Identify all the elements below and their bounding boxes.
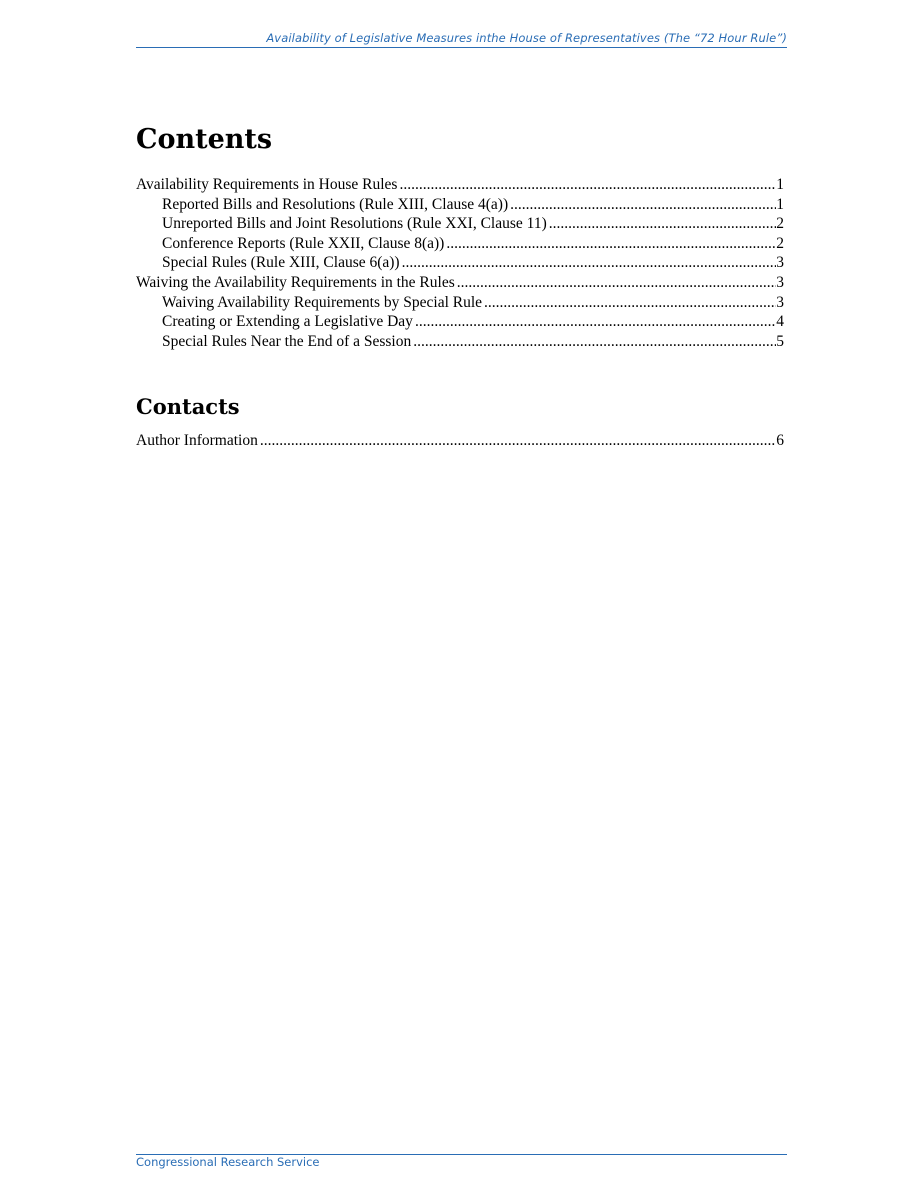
contacts-title: Contacts [136,394,240,419]
contents-title: Contents [136,124,273,155]
toc-entry-page: 5 [776,332,784,350]
toc-entry-label: Reported Bills and Resolutions (Rule XIII, Clause 4(a)) [162,195,509,213]
toc-entry-page: 6 [776,432,784,449]
toc-entry-unreported-bills[interactable] [136,214,784,234]
toc-entry-page: 3 [776,273,784,291]
toc-entry-end-of-session[interactable] [136,332,784,352]
toc-leader-dots [444,234,776,254]
toc-leader-dots [482,293,776,313]
table-of-contents [136,175,784,351]
toc-entry-author-information[interactable] [136,431,784,451]
toc-leader-dots [508,195,776,215]
running-header-title: Availability of Legislative Measures inthe House of Representatives (The “72 Hour Rule”) [266,31,787,45]
toc-leader-dots [411,332,776,352]
toc-entry-availability-requirements[interactable] [136,175,784,195]
contacts-list [136,431,784,451]
toc-leader-dots [400,253,777,273]
toc-entry-label: Conference Reports (Rule XXII, Clause 8(a)) [162,234,445,252]
toc-leader-dots [547,214,777,234]
running-footer-organization: Congressional Research Service [136,1155,320,1169]
toc-entry-page: 2 [776,234,784,252]
toc-leader-dots [258,431,776,451]
toc-entry-conference-reports[interactable] [136,234,784,254]
toc-entry-page: 4 [776,313,784,331]
toc-entry-page: 3 [776,293,784,311]
toc-entry-label: Special Rules (Rule XIII, Clause 6(a)) [162,254,400,272]
toc-entry-page: 3 [776,254,784,272]
toc-entry-label: Waiving Availability Requirements by Special Rule [162,293,483,311]
toc-entry-special-rules[interactable] [136,253,784,273]
toc-leader-dots [397,175,776,195]
toc-entry-label: Availability Requirements in House Rules [136,176,398,193]
toc-entry-label: Creating or Extending a Legislative Day [162,313,413,331]
toc-entry-page: 1 [776,195,784,213]
toc-entry-page: 1 [776,176,784,193]
toc-leader-dots [413,312,776,332]
toc-entry-legislative-day[interactable] [136,312,784,332]
header-rule [136,47,787,48]
toc-entry-waiving-availability[interactable] [136,273,784,293]
toc-entry-label: Waiving the Availability Requirements in the Rules [136,273,455,291]
toc-entry-label: Author Information [136,432,258,449]
toc-entry-waiving-by-special-rule[interactable] [136,293,784,313]
toc-entry-reported-bills[interactable] [136,195,784,215]
toc-entry-label: Unreported Bills and Joint Resolutions (Rule XXI, Clause 11) [162,215,547,233]
toc-entry-page: 2 [776,215,784,233]
toc-entry-label: Special Rules Near the End of a Session [162,332,412,350]
toc-leader-dots [455,273,777,293]
